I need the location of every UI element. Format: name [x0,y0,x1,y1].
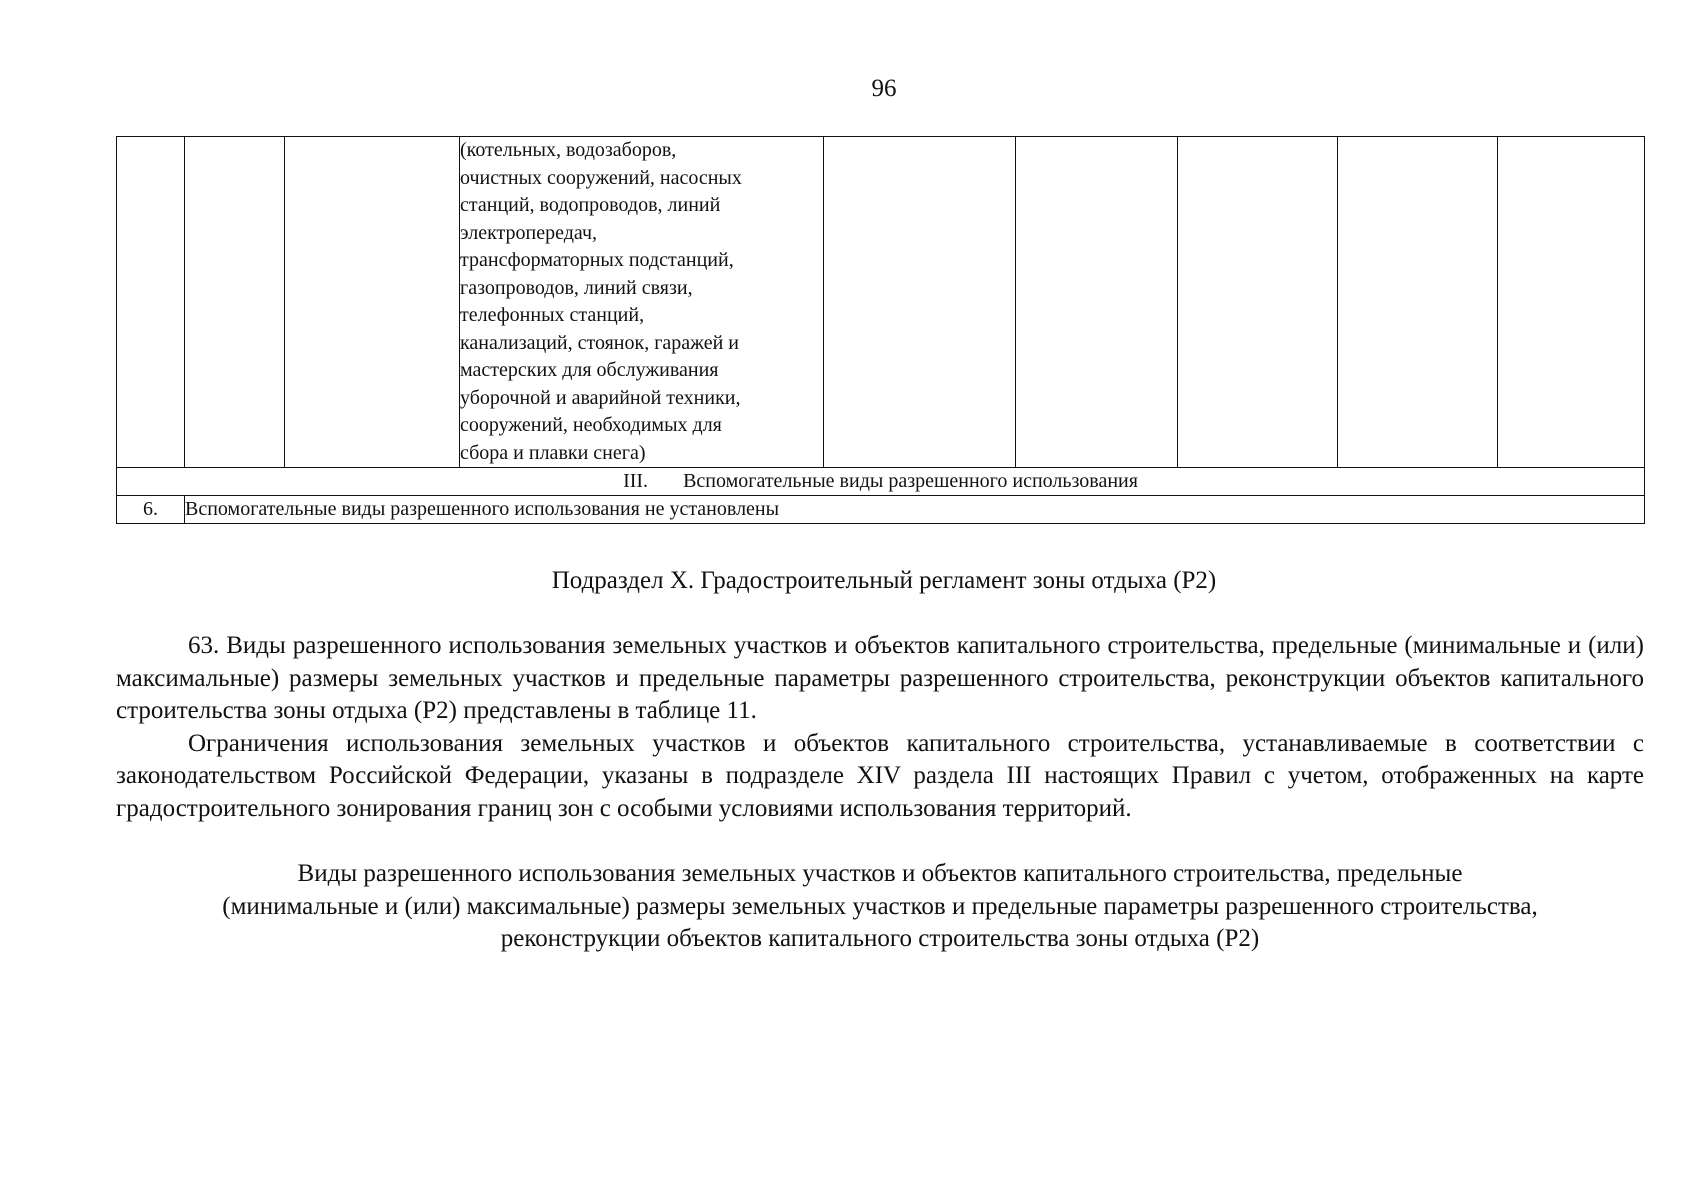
table-cell [117,137,185,468]
page-number: 96 [871,75,897,102]
table-cell [285,137,460,468]
paragraph: Ограничения использования земельных участков и объектов капитального строительства, устанавливаемые в соответствии с законодательством Российской Федерации, указаны в подразделе XIV раздела III настоящих Правил с учетом, отображенных на карте градостроительного зонирования границ зон с особыми условиями использования территорий. [116,729,1644,822]
regulation-table [116,136,1645,524]
table-caption-line: реконструкции объектов капитального строительства зоны отдыха (Р2) [500,925,1260,952]
table-row [117,496,1645,524]
section-header-row [117,468,1645,496]
section-header-cell [117,468,1645,496]
table-cell [824,137,1016,468]
paragraph: 63. Виды разрешенного использования земельных участков и объектов капитального строительства, предельные (минимальные и (или) максимальные) размеры земельных участков и предельные параметры разрешенного строительства, реконструкции объектов капитального строительства зоны отдыха (Р2) представлены в таблице 11. [116,632,1644,724]
row-number-cell: 6. [117,496,185,524]
table-caption-line: (минимальные и (или) максимальные) размеры земельных участков и предельные параметры разрешенного строительства, [222,892,1538,920]
object-description-cell: (котельных, водозаборов, очистных сооружений, насосных станций, водопроводов, линий электропередач, трансформаторных подстанций, газопроводов, линий связи, телефонных станций, канализаций, стоянок, гаражей и мастерских для обслуживания уборочной и аварийной техники, сооружений, необходимых для сбора и плавки снега) [460,137,824,468]
subsection-title: Подраздел X. Градостроительный регламент зоны отдыха (Р2) [551,567,1217,594]
table-cell [1498,137,1645,468]
table-row [117,137,1645,468]
section-roman-numeral: III. [623,470,649,492]
section-header-title: Вспомогательные виды разрешенного использования [683,470,1138,492]
table-cell [185,137,285,468]
table-cell [1178,137,1338,468]
table-cell [1338,137,1498,468]
table-caption [116,858,1644,956]
table-caption-line: Виды разрешенного использования земельных участков и объектов капитального строительства, предельные [297,860,1463,887]
table-cell [1016,137,1178,468]
row-text-cell: Вспомогательные виды разрешенного использования не установлены [185,496,1645,524]
body-text [116,630,1644,825]
